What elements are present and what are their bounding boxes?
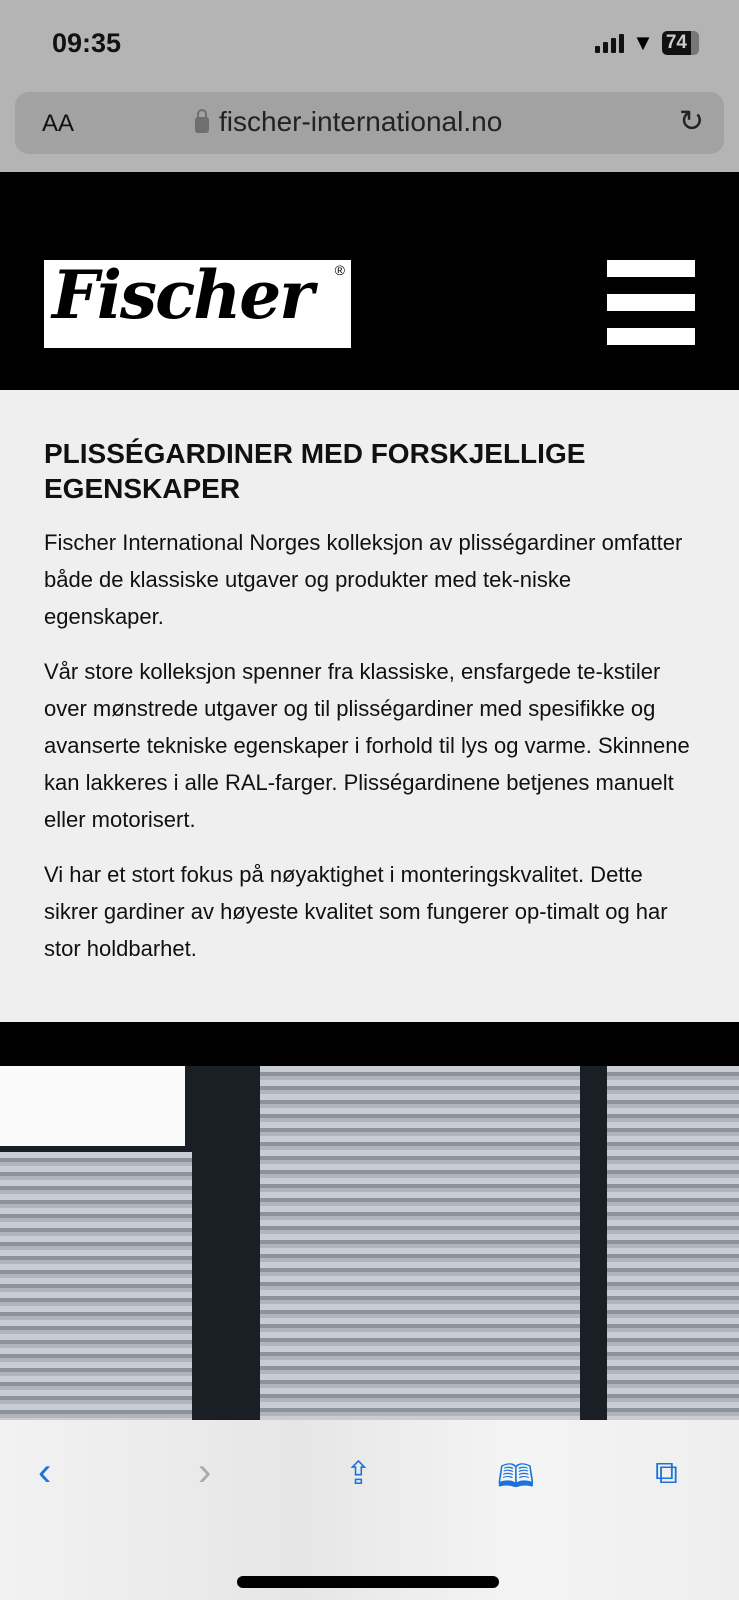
text-size-button[interactable]: AA xyxy=(42,110,75,137)
wifi-icon: ▼ xyxy=(632,30,654,55)
browser-toolbar xyxy=(0,1420,739,1600)
hamburger-menu-icon[interactable] xyxy=(607,260,695,362)
address-bar[interactable] xyxy=(15,92,724,154)
signal-icon xyxy=(595,33,624,53)
url-text[interactable]: fischer-international.no xyxy=(219,106,503,137)
fischer-logo[interactable]: Fischer ® xyxy=(44,260,351,348)
page-title: PLISSÉGARDINER MED FORSKJELLIGE EGENSKAPER xyxy=(44,438,586,504)
paragraph: Fischer International Norges kolleksjon av plisségardiner omfatter både de klassiske utgaver og produkter med tek-niske egenskaper. xyxy=(44,530,683,629)
share-icon[interactable]: ⇪ xyxy=(345,1455,372,1491)
paragraph: Vi har et stort fokus på nøyaktighet i monteringskvalitet. Dette sikrer gardiner av høyeste kvalitet som fungerer op-timalt og har stor holdbarhet. xyxy=(44,862,668,961)
divider xyxy=(0,1022,739,1066)
paragraph: Vår store kolleksjon spenner fra klassiske, ensfargede te-kstiler over mønstrede utgaver og til plisségardiner med spesifikke og avanserte tekniske egenskaper i forhold til lys og varme. Skinnene kan lakkeres i alle RAL-farger. Plisségardinene betjenes manuelt eller motorisert. xyxy=(44,659,690,832)
battery-icon: 74 xyxy=(662,31,699,55)
site-header xyxy=(0,172,739,390)
content-section xyxy=(0,390,739,1022)
pleated-blinds-photo xyxy=(0,1066,739,1426)
forward-icon[interactable]: › xyxy=(198,1450,212,1494)
bookmarks-icon[interactable]: 🕮 xyxy=(497,1458,535,1494)
clock: 09:35 xyxy=(52,28,122,58)
status-bar xyxy=(0,0,739,172)
home-indicator xyxy=(237,1576,499,1588)
tabs-icon[interactable]: ⧉ xyxy=(655,1454,678,1490)
lock-icon xyxy=(195,117,209,133)
reload-icon[interactable]: ↻ xyxy=(678,105,704,138)
back-icon[interactable]: ‹ xyxy=(38,1450,52,1494)
